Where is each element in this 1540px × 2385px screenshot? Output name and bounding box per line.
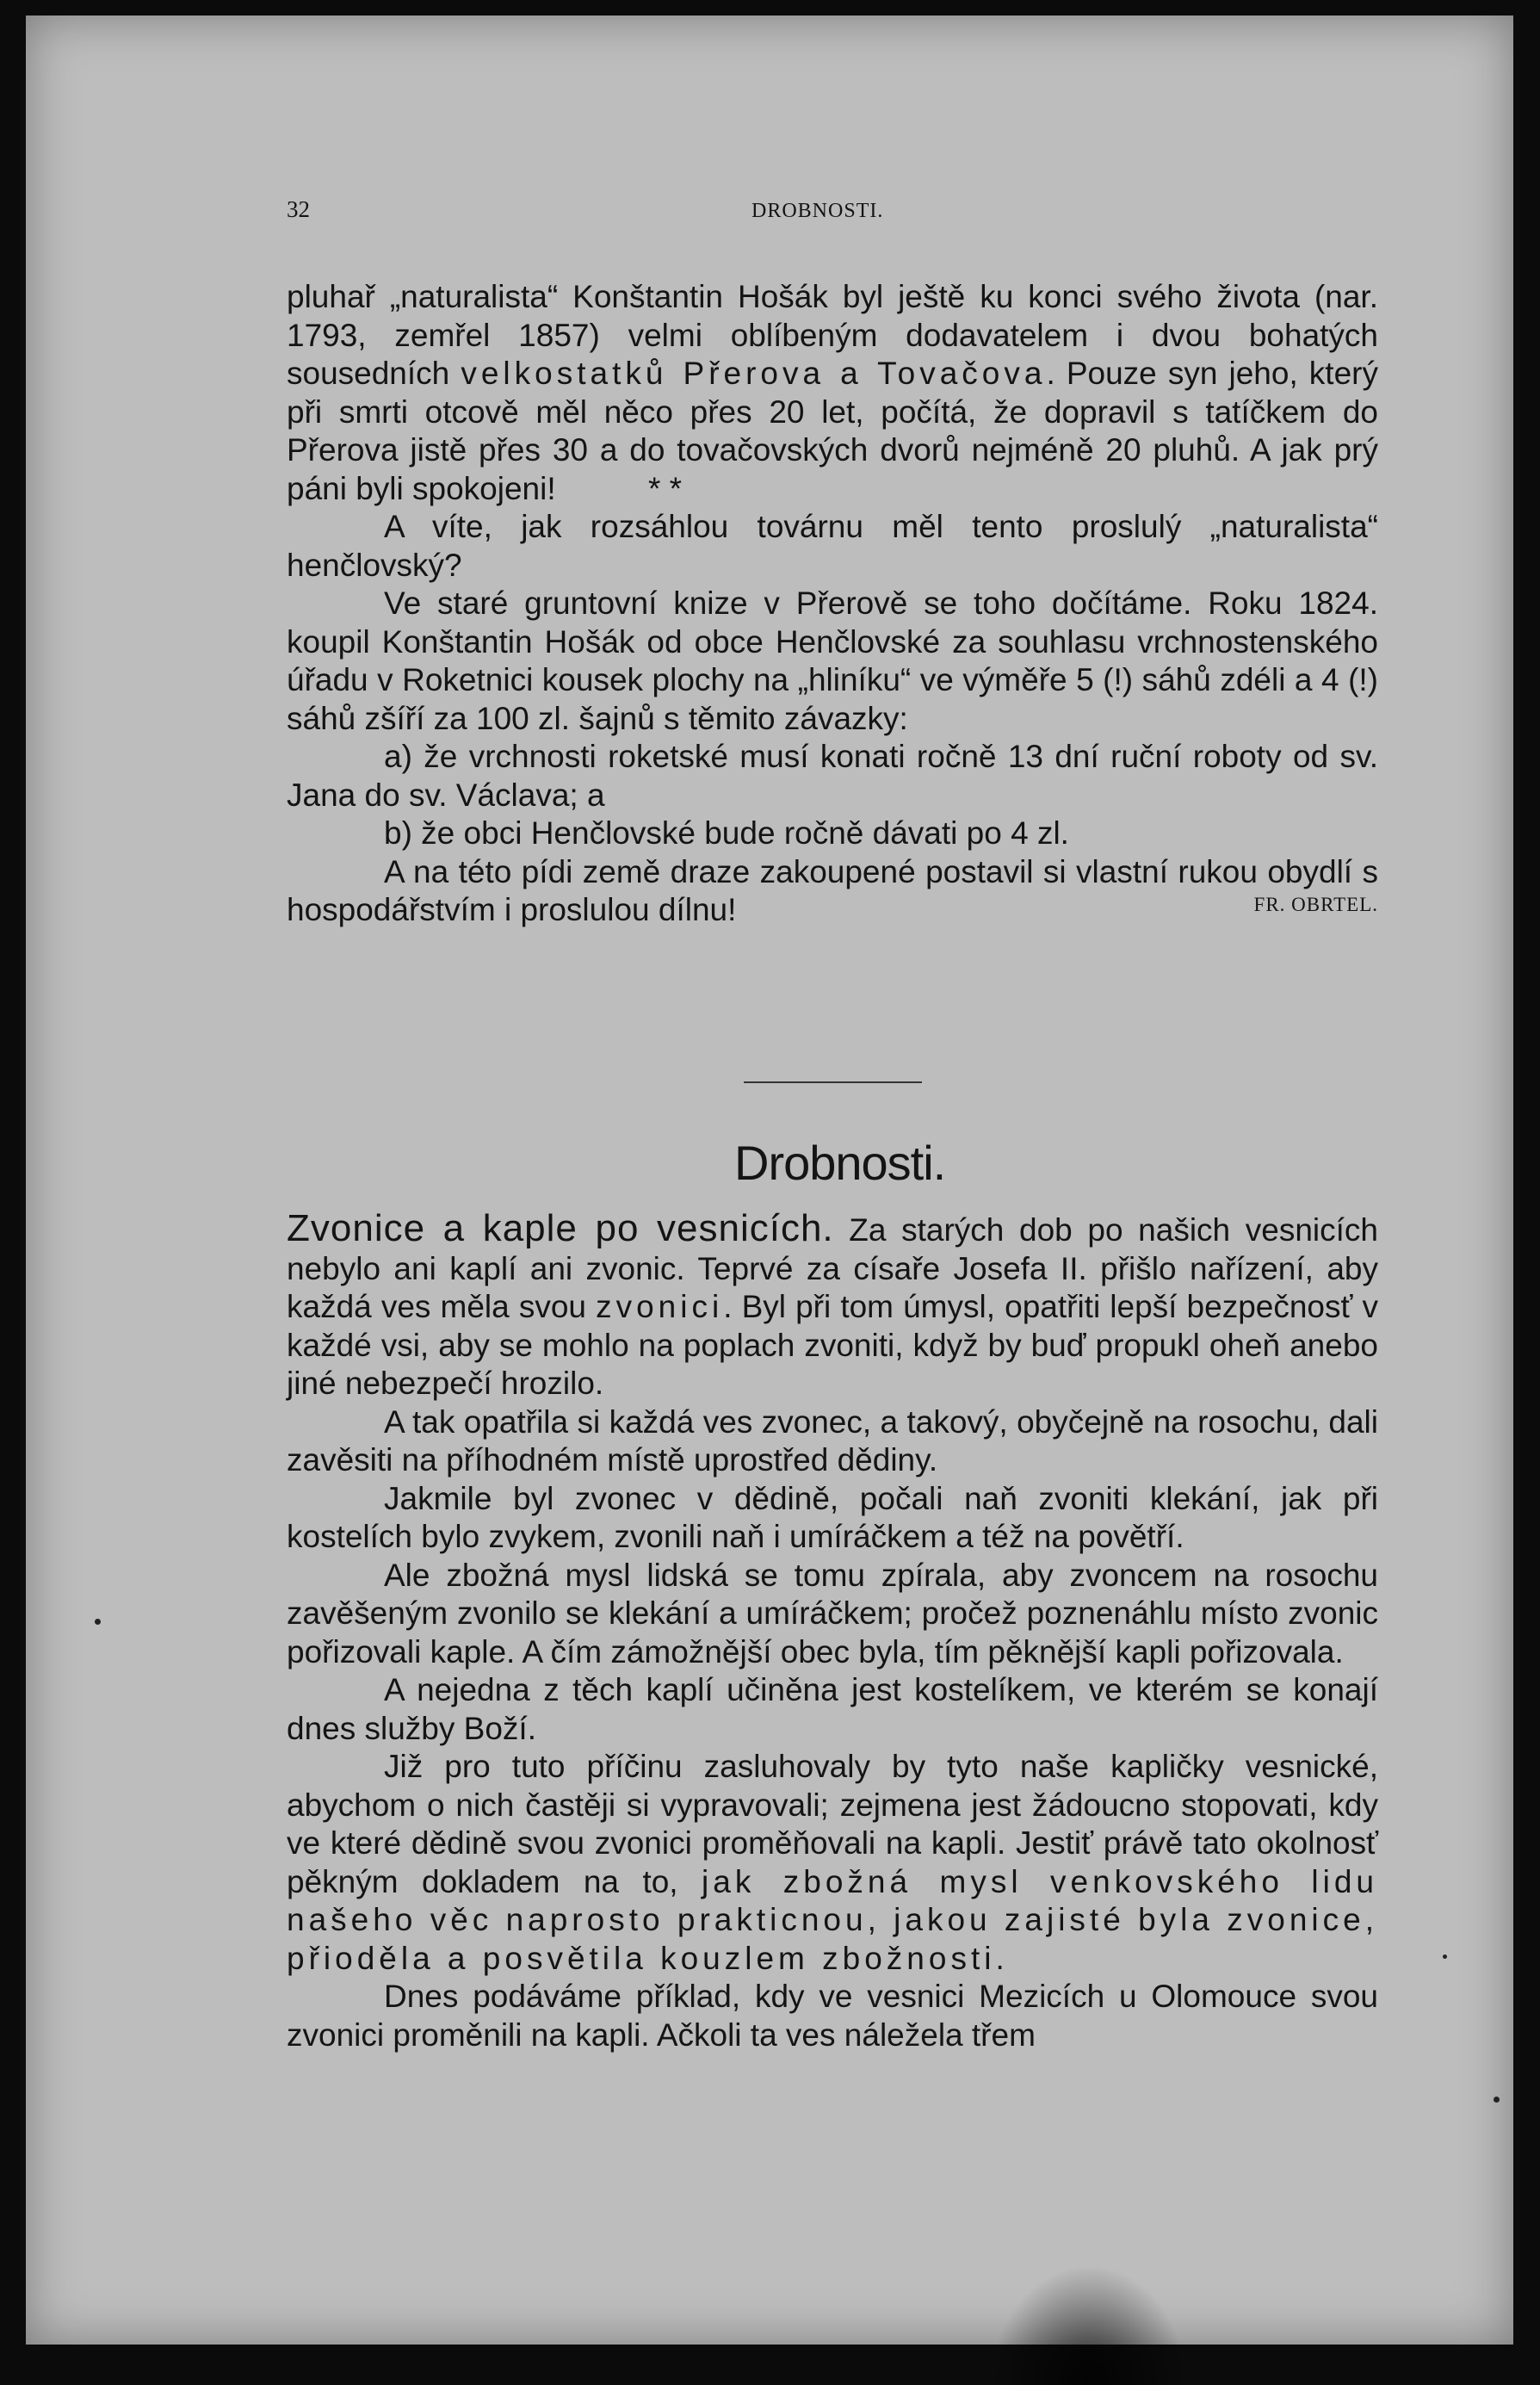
speck-icon [1494, 2097, 1500, 2103]
list-item: a) že vrchnosti roketské musí konati ročně 13 dní ruční roboty od sv. Jana do sv. Václava; a [287, 739, 1378, 813]
paragraph: A nejedna z těch kaplí učiněna jest kostelíkem, ve kterém se konají dnes služby Boží. [287, 1672, 1378, 1746]
separator-stars: * * [648, 471, 683, 506]
book-page [287, 0, 1380, 2372]
article-continuation [287, 278, 1378, 930]
author-signature: FR. OBRTEL. [1253, 894, 1378, 915]
paragraph: A na této pídi země draze zakoupené postavil si vlastní rukou obydlí s hospodářstvím i proslulou dílnu! FR. OBRTEL. [287, 853, 1378, 927]
paragraph: Již pro tuto příčinu zasluhovaly by tyto naše kapličky vesnické, abychom o nich častěji si vypravovali; zejmena jest žádoucno stopovati, kdy ve které dědině svou zvonici proměňovali na kapli. Jestiť právě tato okolnosť pěkným dokladem na to, jak zbožná mysl venkovského lidu našeho věc naprosto prakticnou, jakou zajisté byla zvonice, přioděla a posvětila kouzlem zbožnosti. [287, 1749, 1378, 1976]
paragraph: Jakmile byl zvonec v dědině, počali naň zvoniti klekání, jak při kostelích bylo zvykem, zvonili naň i umíráčkem a též na povětří. [287, 1480, 1378, 1554]
emphasis-spaced: velkostatků Přerova a Tovačova [461, 356, 1047, 391]
emphasis-spaced: zvonici [596, 1289, 724, 1324]
paragraph: Ale zbožná mysl lidská se tomu zpírala, aby zvoncem na rosochu zavěšeným zvonilo se klekání a umíráčkem; pročež poznenáhlu místo zvonic pořizovali kaple. A čím zámožnější obec byla, tím pěknější kapli pořizovala. [287, 1557, 1378, 1670]
section-body [287, 1207, 1378, 2054]
emphasis-spaced: jak zbožná mysl venkovského lidu našeho věc naprosto prakticnou, jakou zajisté byla zvonice, přioděla a posvětila kouzlem zbožnosti [287, 1863, 1378, 1976]
list-item: b) že obci Henčlovské bude ročně dávati po 4 zl. [384, 815, 1069, 851]
running-head: DROBNOSTI. [751, 200, 884, 222]
article-kicker: Zvonice a kaple po vesnicích. [287, 1207, 834, 1249]
paragraph: pluhař „naturalista“ Konštantin Hošák byl ještě ku konci svého života (nar. 1793, zemřel 1857) velmi oblíbeným dodavatelem i dvou bohatých sousedních velkostatků Přerova a Tovačova. Pouze syn jeho, který při smrti otcově měl něco přes 20 let, počítá, že dopravil s tatíčkem do Přerova jistě přes 30 a do tovačovských dvorů nejméně 20 pluhů. A jak prý páni byli spokojeni! [287, 279, 1378, 506]
paragraph: Zvonice a kaple po vesnicích. Za starých dob po našich vesnicích nebylo ani kaplí ani zvonic. Teprvé za císaře Josefa II. přišlo nařízení, aby každá ves měla svou zvonici. Byl při tom úmysl, opatřiti lepší bezpečnosť v každé vsi, aby se mohlo na poplach zvoniti, když by buď propukl oheň anebo jiné nebezpečí hrozilo. [287, 1207, 1378, 1401]
paragraph: Ve staré gruntovní knize v Přerově se toho dočítáme. Roku 1824. koupil Konštantin Hošák od obce Henčlovské za souhlasu vrchnostenského úřadu v Roketnici kousek plochy na „hliníku“ ve výměře 5 (!) sáhů zdéli a 4 (!) sáhů zšíří za 100 zl. šajnů s těmito závazky: [287, 585, 1378, 736]
paragraph: Dnes podáváme příklad, kdy ve vesnici Mezicích u Olomouce svou zvonici proměnili na kapli. Ačkoli ta ves náležela třem [287, 1979, 1378, 2053]
page-number: 32 [287, 196, 310, 222]
page-shadow [990, 2264, 1188, 2385]
section-divider [744, 1081, 922, 1083]
speck-icon [1443, 1954, 1447, 1959]
section-title: Drobnosti. [734, 1136, 946, 1190]
speck-icon [95, 1619, 101, 1625]
paragraph: A tak opatřila si každá ves zvonec, a takový, obyčejně na rosochu, dali zavěsiti na příhodném místě uprostřed dědiny. [287, 1403, 1378, 1477]
page-header [287, 196, 1380, 231]
paragraph: A víte, jak rozsáhlou továrnu měl tento proslulý „naturalista“ henčlovský? [287, 509, 1378, 583]
